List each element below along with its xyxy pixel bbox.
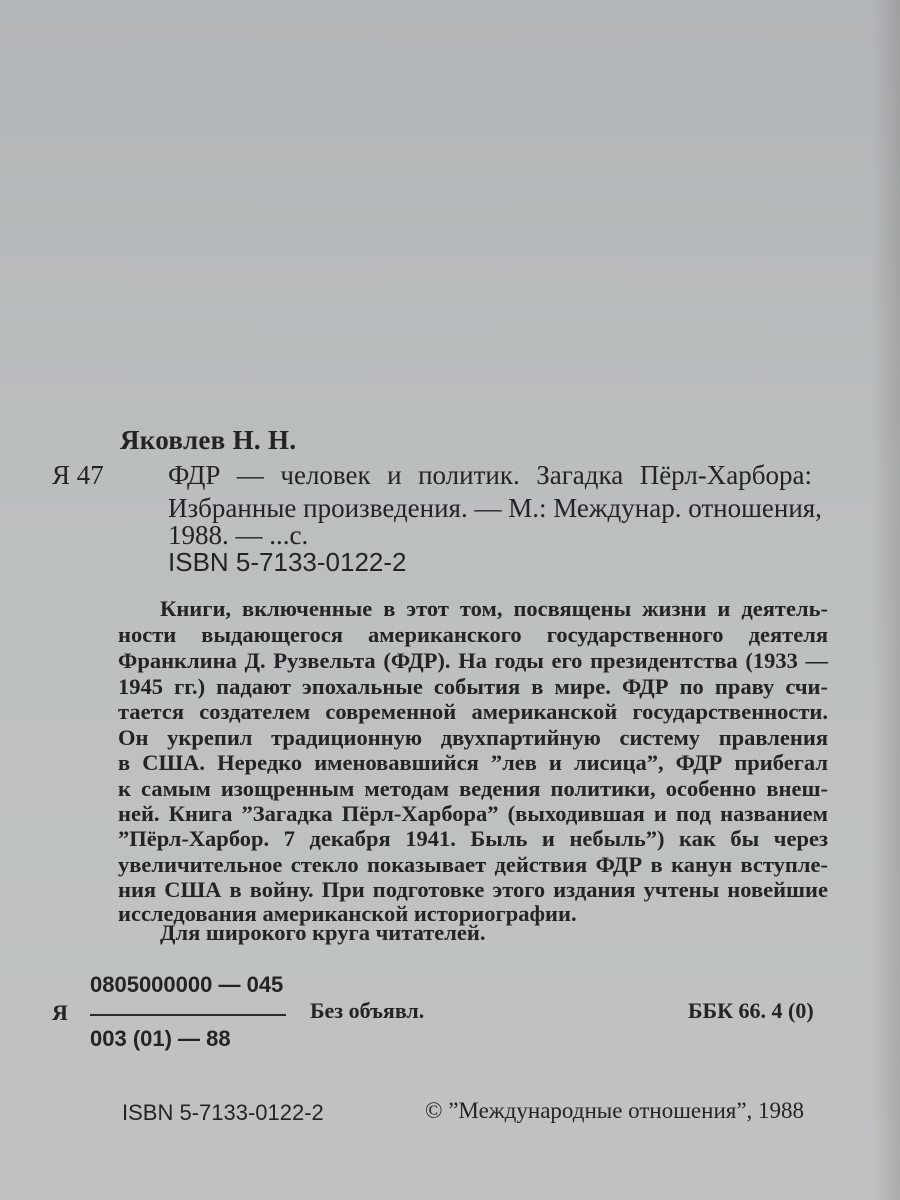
annotation-line: ”Пёрл-Харбор. 7 декабря 1941. Быль и небыль”) как бы через xyxy=(118,826,828,851)
title-line-1: ФДР — человек и политик. Загадка Пёрл-Харбора: xyxy=(168,460,812,490)
classification-letter: Я xyxy=(52,1000,68,1025)
author-mark-code: Я 47 xyxy=(52,460,104,490)
audience-note: Для широкого круга читателей. xyxy=(160,920,486,945)
copyright-notice: © ”Международные отношения”, 1988 xyxy=(425,1098,805,1123)
annotation-line: к самым изощренным методам ведения политики, особенно внеш- xyxy=(118,776,828,801)
annotation-line: исследования американской историографии. xyxy=(118,901,577,926)
bbk-code: ББК 66. 4 (0) xyxy=(688,998,814,1023)
annotation-line: тается создателем современной американской государственности. xyxy=(118,699,828,724)
page-edge-shadow xyxy=(872,0,900,1200)
annotation-line: в США. Нередко именовавшийся ”лев и лисица”, ФДР прибегал xyxy=(118,750,828,775)
author-name: Яковлев Н. Н. xyxy=(120,425,297,455)
publication-line: 1988. — ...с. xyxy=(168,520,309,550)
classification-denominator: 003 (01) — 88 xyxy=(90,1026,231,1051)
annotation-line: ности выдающегося американского государственного деятеля xyxy=(118,622,828,647)
annotation-line: 1945 гг.) падают эпохальные события в мире. ФДР по праву счи- xyxy=(118,674,828,699)
footer-isbn: ISBN 5-7133-0122-2 xyxy=(122,1100,324,1125)
classification-numerator: 0805000000 — 045 xyxy=(90,972,284,997)
annotation-line: ней. Книга ”Загадка Пёрл-Харбора” (выходившая и под названием xyxy=(118,801,828,826)
classification-fraction-rule xyxy=(90,1014,286,1016)
annotation-line: Он укрепил традиционную двухпартийную систему правления xyxy=(118,725,828,750)
annotation-line: Франклина Д. Рузвельта (ФДР). На годы его президентства (1933 — xyxy=(118,648,828,673)
annotation-line: увеличительное стекло показывает действия ФДР в канун вступле- xyxy=(118,852,828,877)
price-note: Без объявл. xyxy=(310,998,425,1023)
annotation-line: ния США в войну. При подготовке этого издания учтены новейшие xyxy=(118,877,828,902)
isbn-entry: ISBN 5-7133-0122-2 xyxy=(168,547,407,577)
title-line-2: Избранные произведения. — М.: Междунар. отношения, xyxy=(168,493,822,523)
annotation-line: Книги, включенные в этот том, посвящены жизни и деятель- xyxy=(160,596,828,621)
